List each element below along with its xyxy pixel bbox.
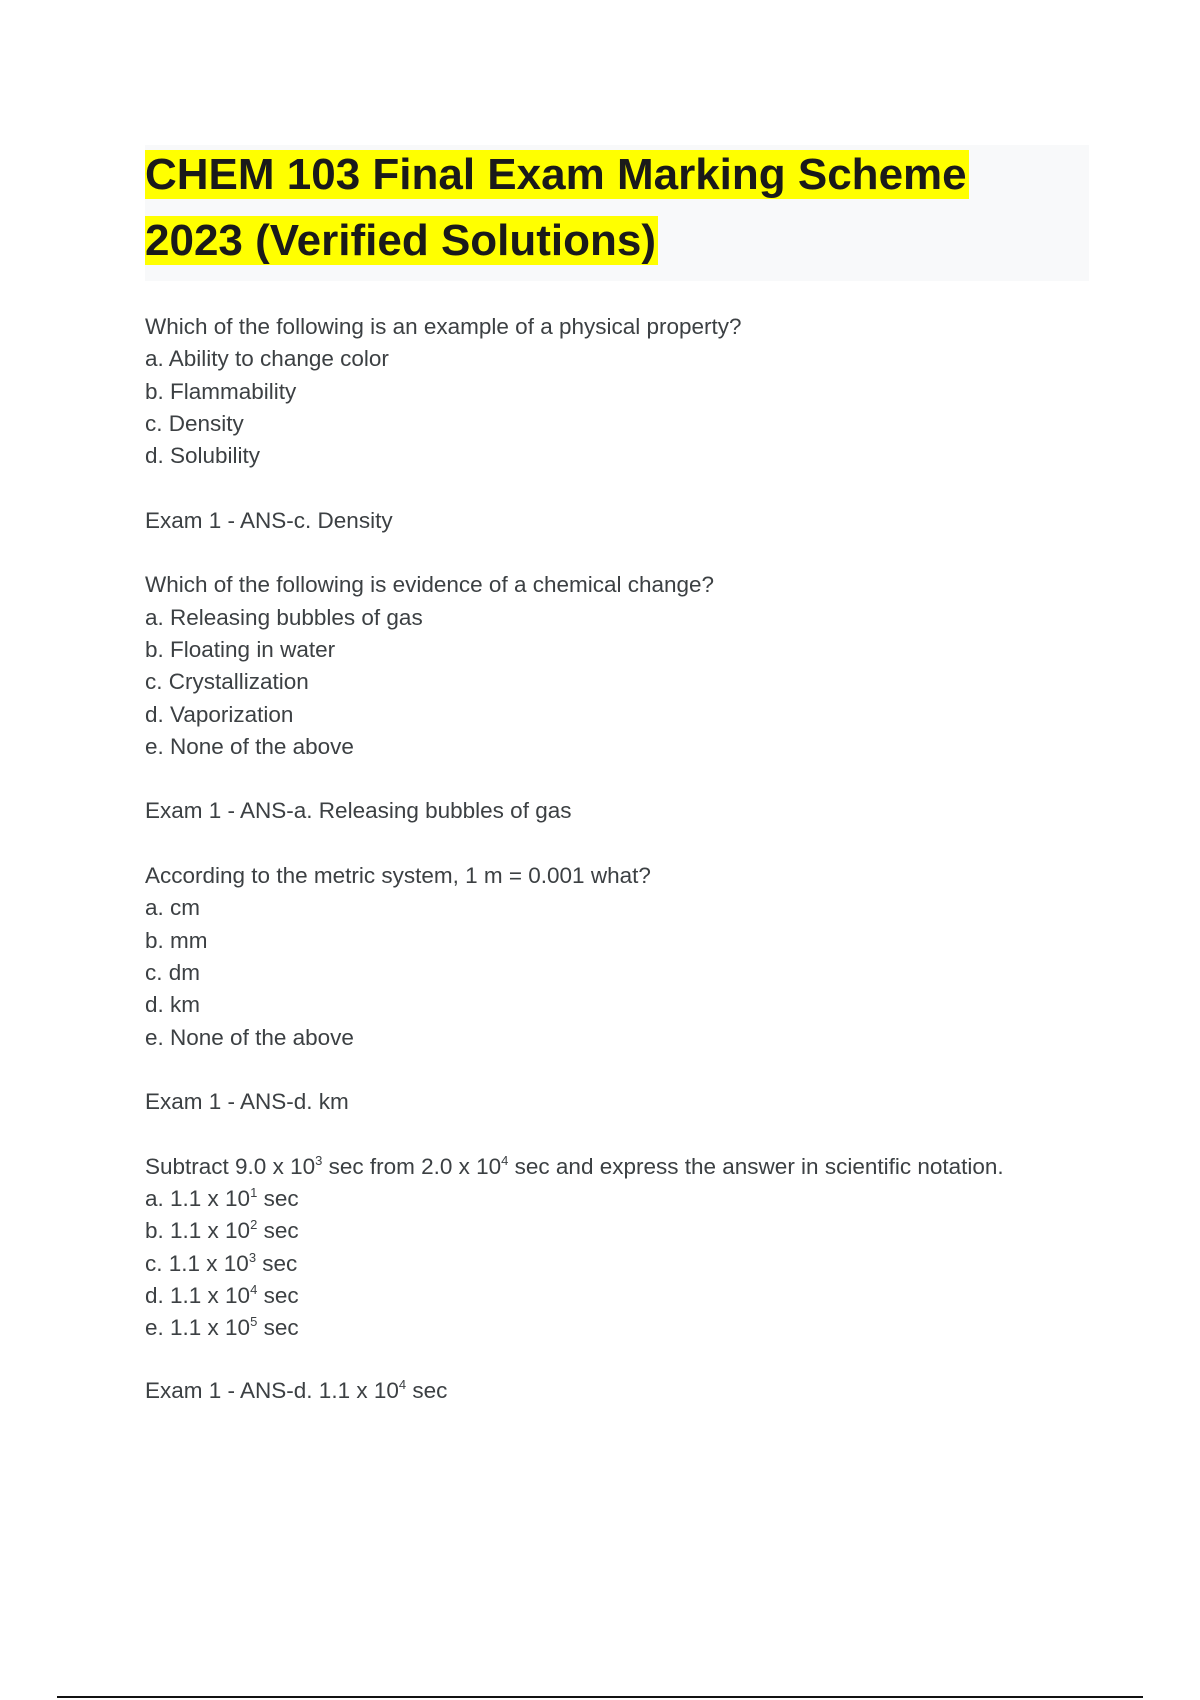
option-item: d. 1.1 x $10^4$ sec [145,1281,299,1308]
spacer [145,1118,1105,1150]
spacer [145,828,1105,860]
question-text: Subtract 9.0 x $10^3$ sec from 2.0 x $10^4$ sec and express the answer in scientific notation. [145,1152,1004,1179]
question-block-4 [145,1151,1105,1345]
exam-content [145,311,1105,1407]
question-block-1 [145,311,1105,472]
spacer [145,763,1105,795]
answer-text: Exam 1 - ANS-d. km [145,1089,349,1115]
option-item: b. 1.1 x $10^2$ sec [145,1217,299,1244]
option-item: b. Floating in water [145,636,336,662]
document-title-line-2: 2023 (Verified Solutions) [145,216,657,265]
option-item: d. Vaporization [145,701,294,727]
option-item: c. Density [145,410,244,436]
spacer [145,537,1105,569]
option-item: e. None of the above [145,1024,354,1050]
option-item: a. Ability to change color [145,346,389,372]
option-item: b. Flammability [145,378,297,404]
option-item: c. Crystallization [145,669,309,695]
option-item: d. km [145,992,201,1018]
spacer [145,1054,1105,1086]
option-item: d. Solubility [145,443,261,469]
answer-text: Exam 1 - ANS-d. 1.1 x $10^4$ sec [145,1376,448,1403]
option-item: e. 1.1 x $10^5$ sec [145,1314,299,1341]
option-item: b. mm [145,927,208,953]
question-text: Which of the following is evidence of a chemical change? [145,572,715,598]
option-item: a. cm [145,895,201,921]
answer-text: Exam 1 - ANS-a. Releasing bubbles of gas [145,798,572,824]
option-item: c. 1.1 x $10^3$ sec [145,1249,298,1276]
question-block-2 [145,569,1105,763]
option-item: a. Releasing bubbles of gas [145,604,423,630]
option-item: a. 1.1 x $10^1$ sec [145,1185,299,1212]
document-title-block [145,145,1089,281]
spacer [145,472,1105,504]
question-text: Which of the following is an example of a physical property? [145,314,742,339]
document-title-line-1: CHEM 103 Final Exam Marking Scheme [145,150,967,199]
option-item: e. None of the above [145,733,354,759]
page-bottom-rule [57,1696,1143,1698]
spacer [145,1345,1105,1375]
question-text: According to the metric system, 1 m = 0.001 what? [145,863,651,889]
answer-text: Exam 1 - ANS-c. Density [145,507,393,533]
question-block-3 [145,860,1105,1054]
option-item: c. dm [145,959,201,985]
